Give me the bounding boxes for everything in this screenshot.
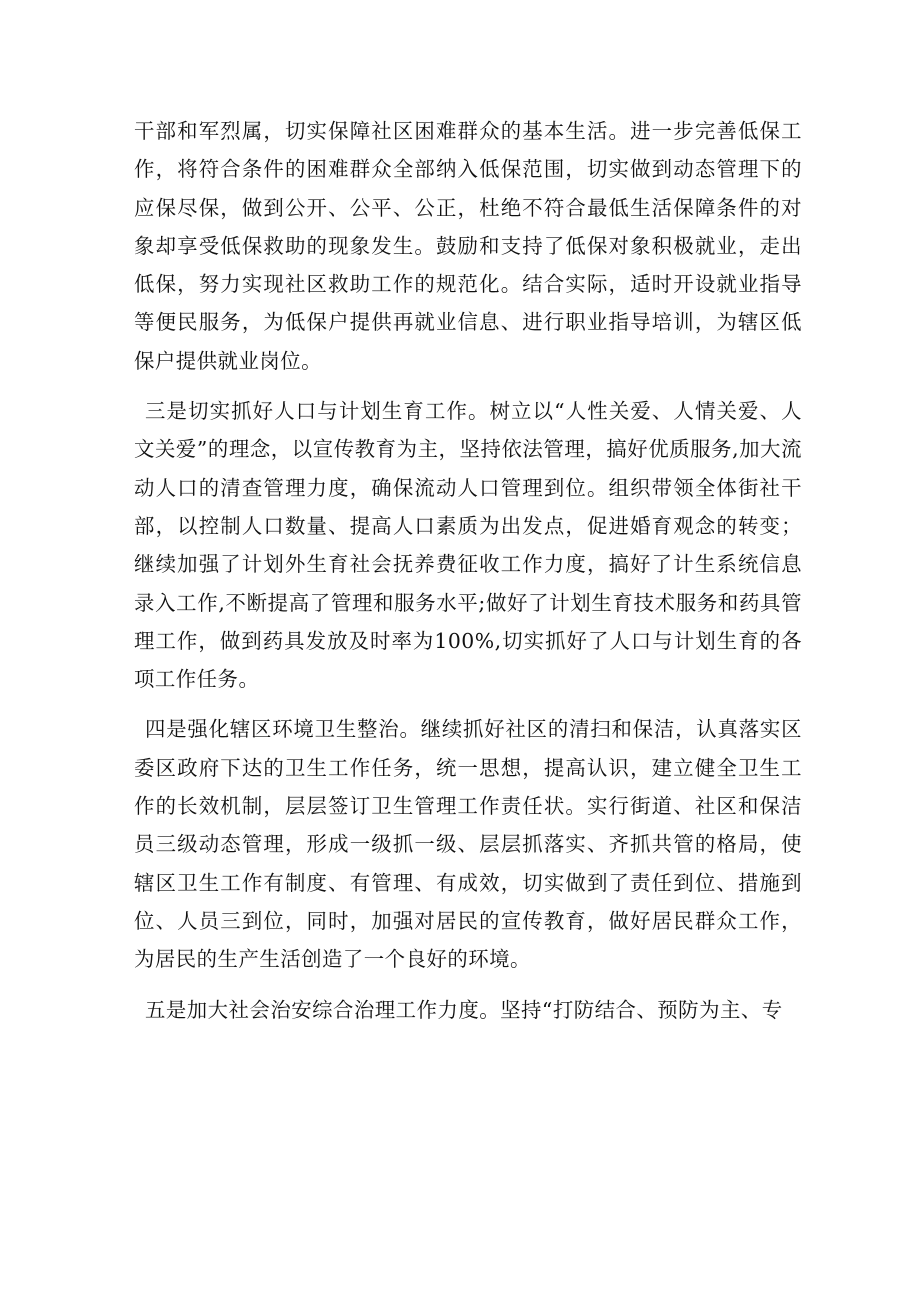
paragraph-family-planning: 三是切实抓好人口与计划生育工作。树立以“人性关爱、人情关爱、人文关爱”的理念，以宣传教育为主，坚持依法管理，搞好优质服务,加大流动人口的清查管理力度，确保流动人口管理到位。组织带领全体街社干部，以控制人口数量、提高人口素质为出发点，促进婚育观念的转变；继续加强了计划外生育社会抚养费征收工作力度，搞好了计生系统信息录入工作,不断提高了管理和服务水平;做好了计划生育技术服务和药具管理工作，做到药具发放及时率为100%,切实抓好了人口与计划生育的各项工作任务。: [134, 399, 802, 692]
paragraph-public-security: 五是加大社会治安综合治理工作力度。坚持“打防结合、预防为主、专: [145, 997, 783, 1022]
paragraph-low-income-support: 干部和军烈属，切实保障社区困难群众的基本生活。进一步完善低保工作，将符合条件的困难群众全部纳入低保范围，切实做到动态管理下的应保尽保，做到公开、公平、公正，杜绝不符合最低生活保障条件的对象却享受低保救助的现象发生。鼓励和支持了低保对象积极就业，走出低保，努力实现社区救助工作的规范化。结合实际，适时开设就业指导等便民服务，为低保户提供再就业信息、进行职业指导培训，为辖区低保户提供就业岗位。: [134, 119, 802, 373]
paragraph-environmental-sanitation: 四是强化辖区环境卫生整治。继续抓好社区的清扫和保洁，认真落实区委区政府下达的卫生工作任务，统一思想，提高认识，建立健全卫生工作的长效机制，层层签订卫生管理工作责任状。实行街道、社区和保洁员三级动态管理，形成一级抓一级、层层抓落实、齐抓共管的格局，使辖区卫生工作有制度、有管理、有成效，切实做到了责任到位、措施到位、人员三到位，同时，加强对居民的宣传教育，做好居民群众工作，为居民的生产生活创造了一个良好的环境。: [134, 717, 802, 972]
